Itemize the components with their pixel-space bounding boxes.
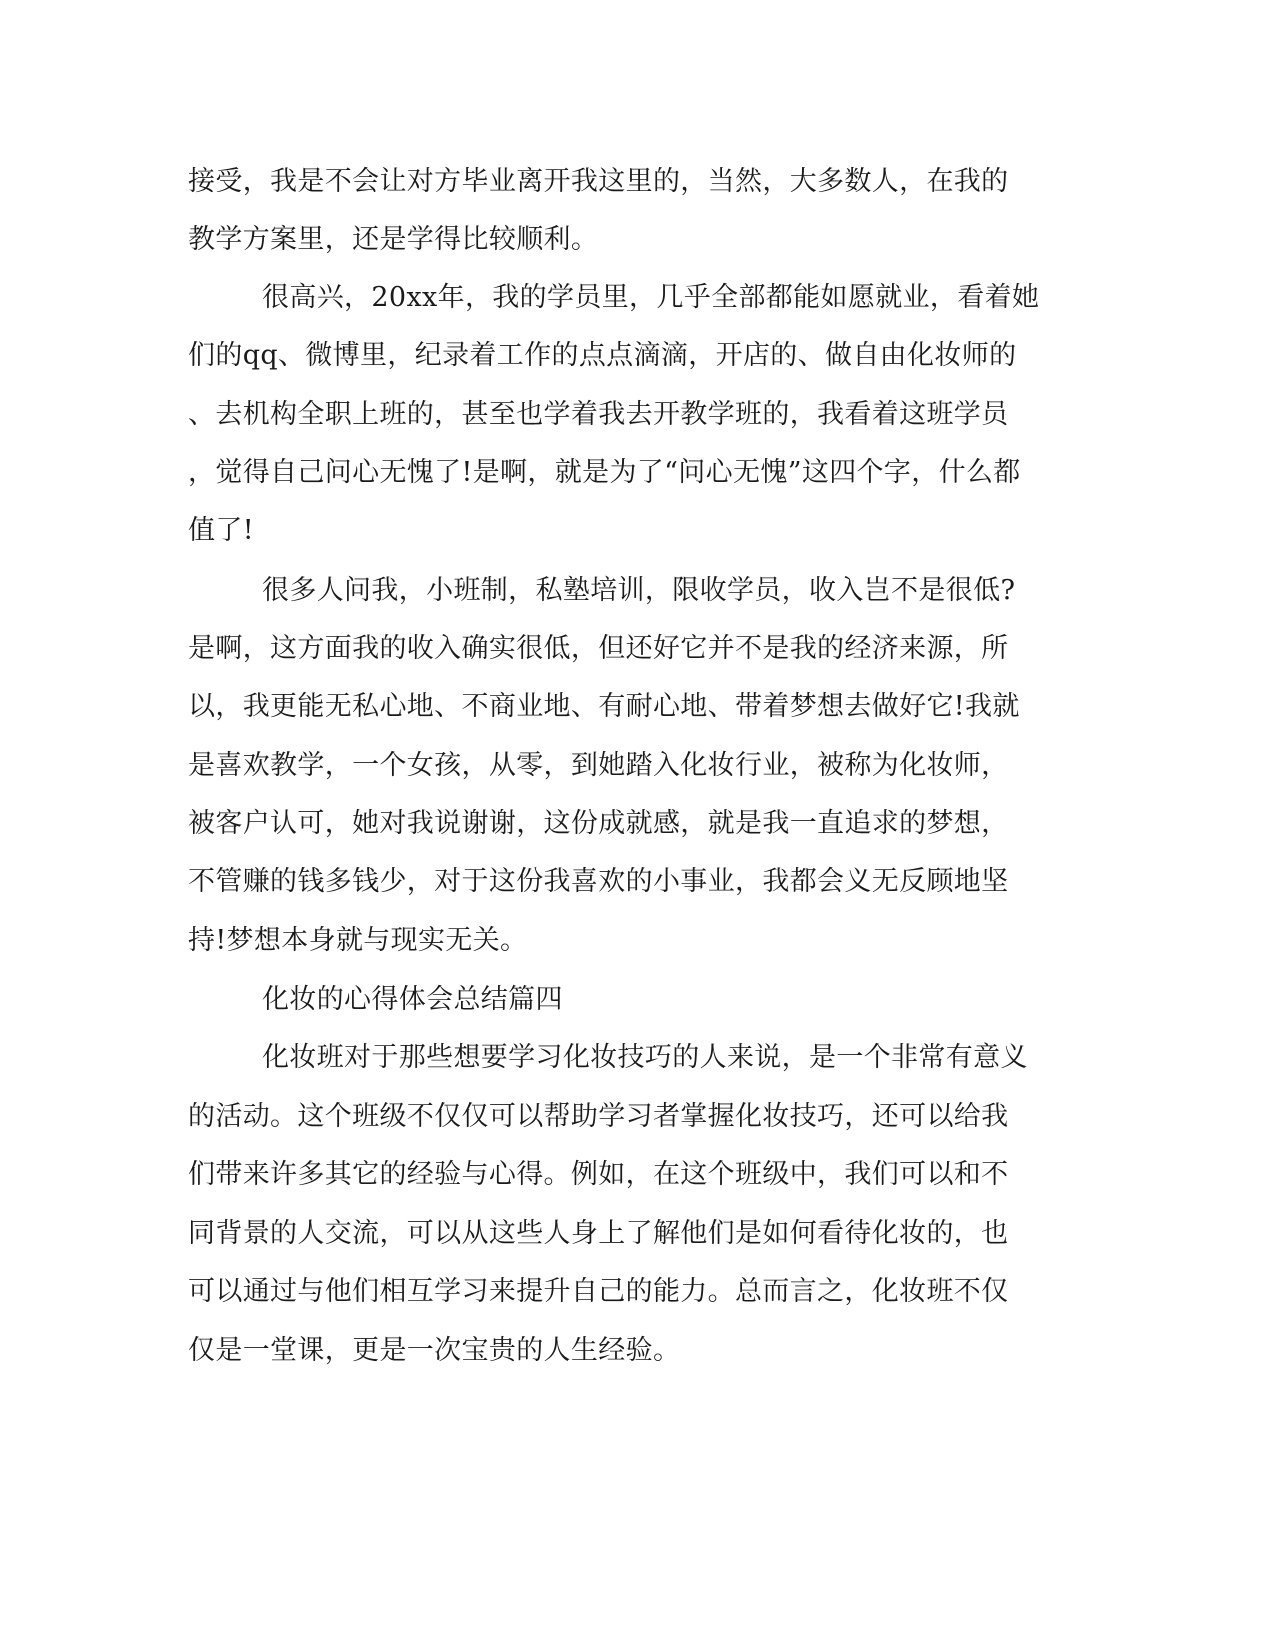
paragraph-line: 、去机构全职上班的，甚至也学着我去开教学班的，我看着这班学员	[188, 399, 1009, 430]
paragraph-line: 们带来许多其它的经验与心得。例如，在这个班级中，我们可以和不	[188, 1159, 1009, 1190]
paragraph-line: 很多人问我，小班制，私塾培训，限收学员，收入岂不是很低?	[262, 575, 1016, 606]
paragraph-line: 接受，我是不会让对方毕业离开我这里的，当然，大多数人，在我的	[188, 166, 1009, 197]
paragraph-line: 的活动。这个班级不仅仅可以帮助学习者掌握化妆技巧，还可以给我	[188, 1101, 1009, 1132]
paragraph-line: 化妆班对于那些想要学习化妆技巧的人来说，是一个非常有意义	[262, 1042, 1028, 1073]
paragraph-line: 以，我更能无私心地、不商业地、有耐心地、带着梦想去做好它!我就	[188, 691, 1020, 722]
paragraph-line: 很高兴，20xx年，我的学员里，几乎全部都能如愿就业，看着她	[262, 282, 1040, 313]
paragraph-line: 是喜欢教学，一个女孩，从零，到她踏入化妆行业，被称为化妆师，	[188, 750, 1009, 781]
paragraph-line: 仅是一堂课，更是一次宝贵的人生经验。	[188, 1335, 681, 1366]
paragraph-line: 是啊，这方面我的收入确实很低，但还好它并不是我的经济来源，所	[188, 633, 1009, 664]
paragraph-line: 不管赚的钱多钱少，对于这份我喜欢的小事业，我都会义无反顾地坚	[188, 866, 1009, 897]
paragraph-line: 们的qq、微博里，纪录着工作的点点滴滴，开店的、做自由化妆师的	[188, 340, 1017, 371]
section-heading: 化妆的心得体会总结篇四	[262, 984, 563, 1015]
paragraph-line: ，觉得自己问心无愧了!是啊，就是为了“问心无愧”这四个字，什么都	[188, 457, 1021, 488]
paragraph-line: 值了!	[188, 515, 254, 546]
paragraph-line: 教学方案里，还是学得比较顺利。	[188, 224, 599, 255]
paragraph-line: 持!梦想本身就与现实无关。	[188, 925, 528, 956]
paragraph-line: 同背景的人交流，可以从这些人身上了解他们是如何看待化妆的，也	[188, 1218, 1009, 1249]
paragraph-line: 可以通过与他们相互学习来提升自己的能力。总而言之，化妆班不仅	[188, 1276, 1009, 1307]
paragraph-line: 被客户认可，她对我说谢谢，这份成就感，就是我一直追求的梦想，	[188, 808, 1009, 839]
